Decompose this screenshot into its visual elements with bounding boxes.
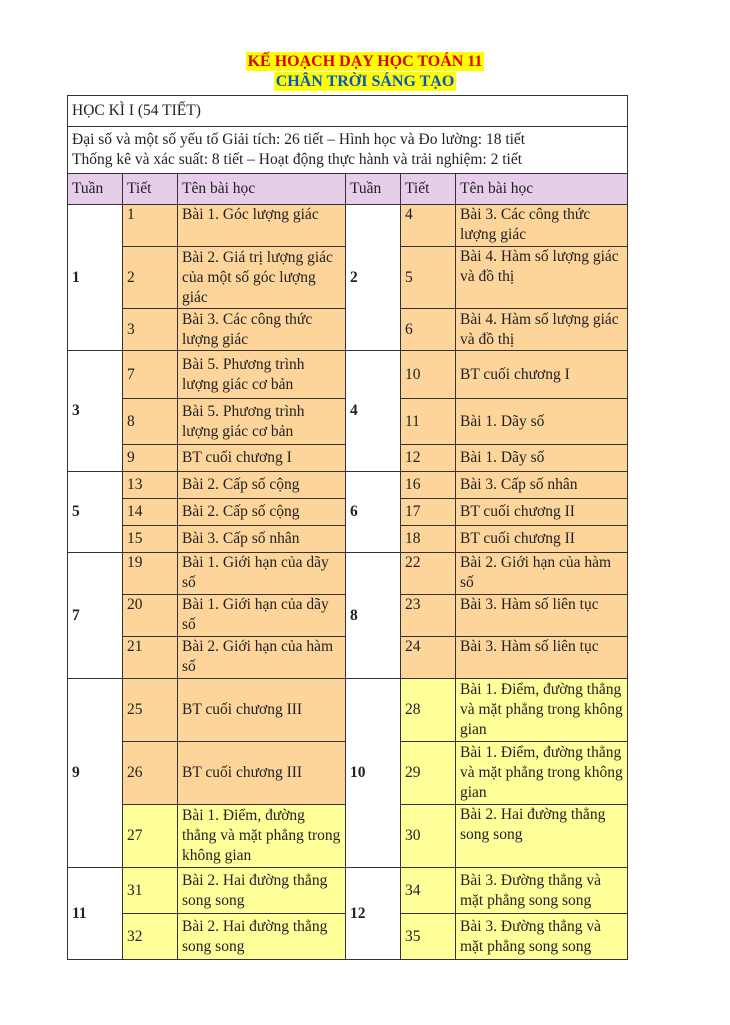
- table-row: [68, 553, 628, 595]
- period-cell: 4: [401, 205, 456, 247]
- week-cell: 4: [346, 351, 401, 472]
- week-cell: 3: [68, 351, 123, 472]
- week-cell: 8: [346, 553, 401, 679]
- lesson-cell: Bài 3. Đường thẳng và mặt phẳng song song: [456, 914, 628, 960]
- semester-summary-row: [68, 127, 628, 174]
- lesson-cell: Bài 2. Giá trị lượng giác của một số góc lượng giác: [178, 247, 346, 309]
- lesson-cell: Bài 1. Dãy số: [456, 399, 628, 445]
- lesson-cell: Bài 5. Phương trình lượng giác cơ bản: [178, 399, 346, 445]
- lesson-cell: BT cuối chương III: [178, 679, 346, 742]
- lesson-cell: Bài 2. Giới hạn của hàm số: [178, 637, 346, 679]
- lesson-cell: Bài 3. Các công thức lượng giác: [456, 205, 628, 247]
- period-cell: 5: [401, 247, 456, 309]
- lesson-cell: Bài 1. Điểm, đường thẳng và mặt phẳng trong không gian: [456, 742, 628, 805]
- period-cell: 8: [123, 399, 178, 445]
- week-cell: 2: [346, 205, 401, 351]
- lesson-cell: Bài 3. Cấp số nhân: [456, 472, 628, 499]
- week-cell: 7: [68, 553, 123, 679]
- period-cell: 10: [401, 351, 456, 399]
- lesson-cell: Bài 4. Hàm số lượng giác và đồ thị: [456, 309, 628, 351]
- period-cell: 11: [401, 399, 456, 445]
- document-subtitle: CHÂN TRỜI SÁNG TẠO: [275, 73, 455, 90]
- lesson-cell: Bài 3. Các công thức lượng giác: [178, 309, 346, 351]
- period-cell: 7: [123, 351, 178, 399]
- lesson-cell: Bài 2. Giới hạn của hàm số: [456, 553, 628, 595]
- lesson-cell: Bài 1. Giới hạn của dãy số: [178, 595, 346, 637]
- lesson-cell: BT cuối chương II: [456, 499, 628, 526]
- lesson-cell: Bài 2. Cấp số cộng: [178, 472, 346, 499]
- lesson-cell: Bài 5. Phương trình lượng giác cơ bản: [178, 351, 346, 399]
- lesson-cell: Bài 2. Hai đường thẳng song song: [178, 914, 346, 960]
- lesson-cell: Bài 3. Đường thẳng và mặt phẳng song song: [456, 868, 628, 914]
- period-cell: 16: [401, 472, 456, 499]
- semester-row: [68, 96, 628, 127]
- lesson-cell: BT cuối chương II: [456, 526, 628, 553]
- semester-label: HỌC KÌ I (54 TIẾT): [68, 96, 628, 127]
- lesson-plan-table: [67, 95, 628, 960]
- period-cell: 20: [123, 595, 178, 637]
- week-cell: 10: [346, 679, 401, 868]
- lesson-cell: Bài 3. Hàm số liên tục: [456, 595, 628, 637]
- summary-line-2: Thống kê và xác suất: 8 tiết – Hoạt động thực hành và trải nghiệm: 2 tiết: [72, 151, 523, 168]
- period-cell: 32: [123, 914, 178, 960]
- week-cell: 12: [346, 868, 401, 960]
- lesson-cell: BT cuối chương I: [178, 445, 346, 472]
- week-cell: 11: [68, 868, 123, 960]
- lesson-cell: BT cuối chương III: [178, 742, 346, 805]
- period-cell: 18: [401, 526, 456, 553]
- period-cell: 22: [401, 553, 456, 595]
- period-cell: 28: [401, 679, 456, 742]
- period-cell: 1: [123, 205, 178, 247]
- col-header-period: Tiết: [123, 174, 178, 205]
- period-cell: 9: [123, 445, 178, 472]
- semester-summary: [68, 127, 628, 174]
- lesson-cell: Bài 1. Giới hạn của dãy số: [178, 553, 346, 595]
- document-header: [0, 52, 730, 92]
- period-cell: 23: [401, 595, 456, 637]
- period-cell: 25: [123, 679, 178, 742]
- table-row: [68, 472, 628, 499]
- period-cell: 31: [123, 868, 178, 914]
- lesson-cell: Bài 1. Điểm, đường thẳng và mặt phẳng trong không gian: [178, 805, 346, 868]
- period-cell: 24: [401, 637, 456, 679]
- document-title: KẾ HOẠCH DẠY HỌC TOÁN 11: [247, 53, 483, 70]
- col-header-week: Tuần: [68, 174, 123, 205]
- week-cell: 6: [346, 472, 401, 553]
- table-header-row: [68, 174, 628, 205]
- col-header-lesson: Tên bài học: [178, 174, 346, 205]
- col-header-lesson: Tên bài học: [456, 174, 628, 205]
- period-cell: 15: [123, 526, 178, 553]
- week-cell: 9: [68, 679, 123, 868]
- lesson-cell: BT cuối chương I: [456, 351, 628, 399]
- lesson-cell: Bài 4. Hàm số lượng giác và đồ thị: [456, 247, 628, 309]
- period-cell: 34: [401, 868, 456, 914]
- period-cell: 21: [123, 637, 178, 679]
- period-cell: 3: [123, 309, 178, 351]
- lesson-cell: Bài 2. Hai đường thẳng song song: [178, 868, 346, 914]
- week-cell: 5: [68, 472, 123, 553]
- period-cell: 30: [401, 805, 456, 868]
- period-cell: 26: [123, 742, 178, 805]
- lesson-cell: Bài 1. Điểm, đường thẳng và mặt phẳng trong không gian: [456, 679, 628, 742]
- period-cell: 14: [123, 499, 178, 526]
- period-cell: 27: [123, 805, 178, 868]
- table-row: [68, 351, 628, 399]
- period-cell: 2: [123, 247, 178, 309]
- period-cell: 6: [401, 309, 456, 351]
- lesson-cell: Bài 3. Hàm số liên tục: [456, 637, 628, 679]
- period-cell: 29: [401, 742, 456, 805]
- table-row: [68, 205, 628, 247]
- period-cell: 19: [123, 553, 178, 595]
- period-cell: 17: [401, 499, 456, 526]
- table-row: [68, 679, 628, 742]
- col-header-period: Tiết: [401, 174, 456, 205]
- lesson-cell: Bài 2. Hai đường thẳng song song: [456, 805, 628, 868]
- lesson-cell: Bài 2. Cấp số cộng: [178, 499, 346, 526]
- lesson-cell: Bài 1. Dãy số: [456, 445, 628, 472]
- summary-line-1: Đại số và một số yếu tố Giải tích: 26 tiết – Hình học và Đo lường: 18 tiết: [72, 131, 526, 148]
- period-cell: 12: [401, 445, 456, 472]
- week-cell: 1: [68, 205, 123, 351]
- lesson-cell: Bài 3. Cấp số nhân: [178, 526, 346, 553]
- col-header-week: Tuần: [346, 174, 401, 205]
- period-cell: 13: [123, 472, 178, 499]
- period-cell: 35: [401, 914, 456, 960]
- lesson-cell: Bài 1. Góc lượng giác: [178, 205, 346, 247]
- table-row: [68, 868, 628, 914]
